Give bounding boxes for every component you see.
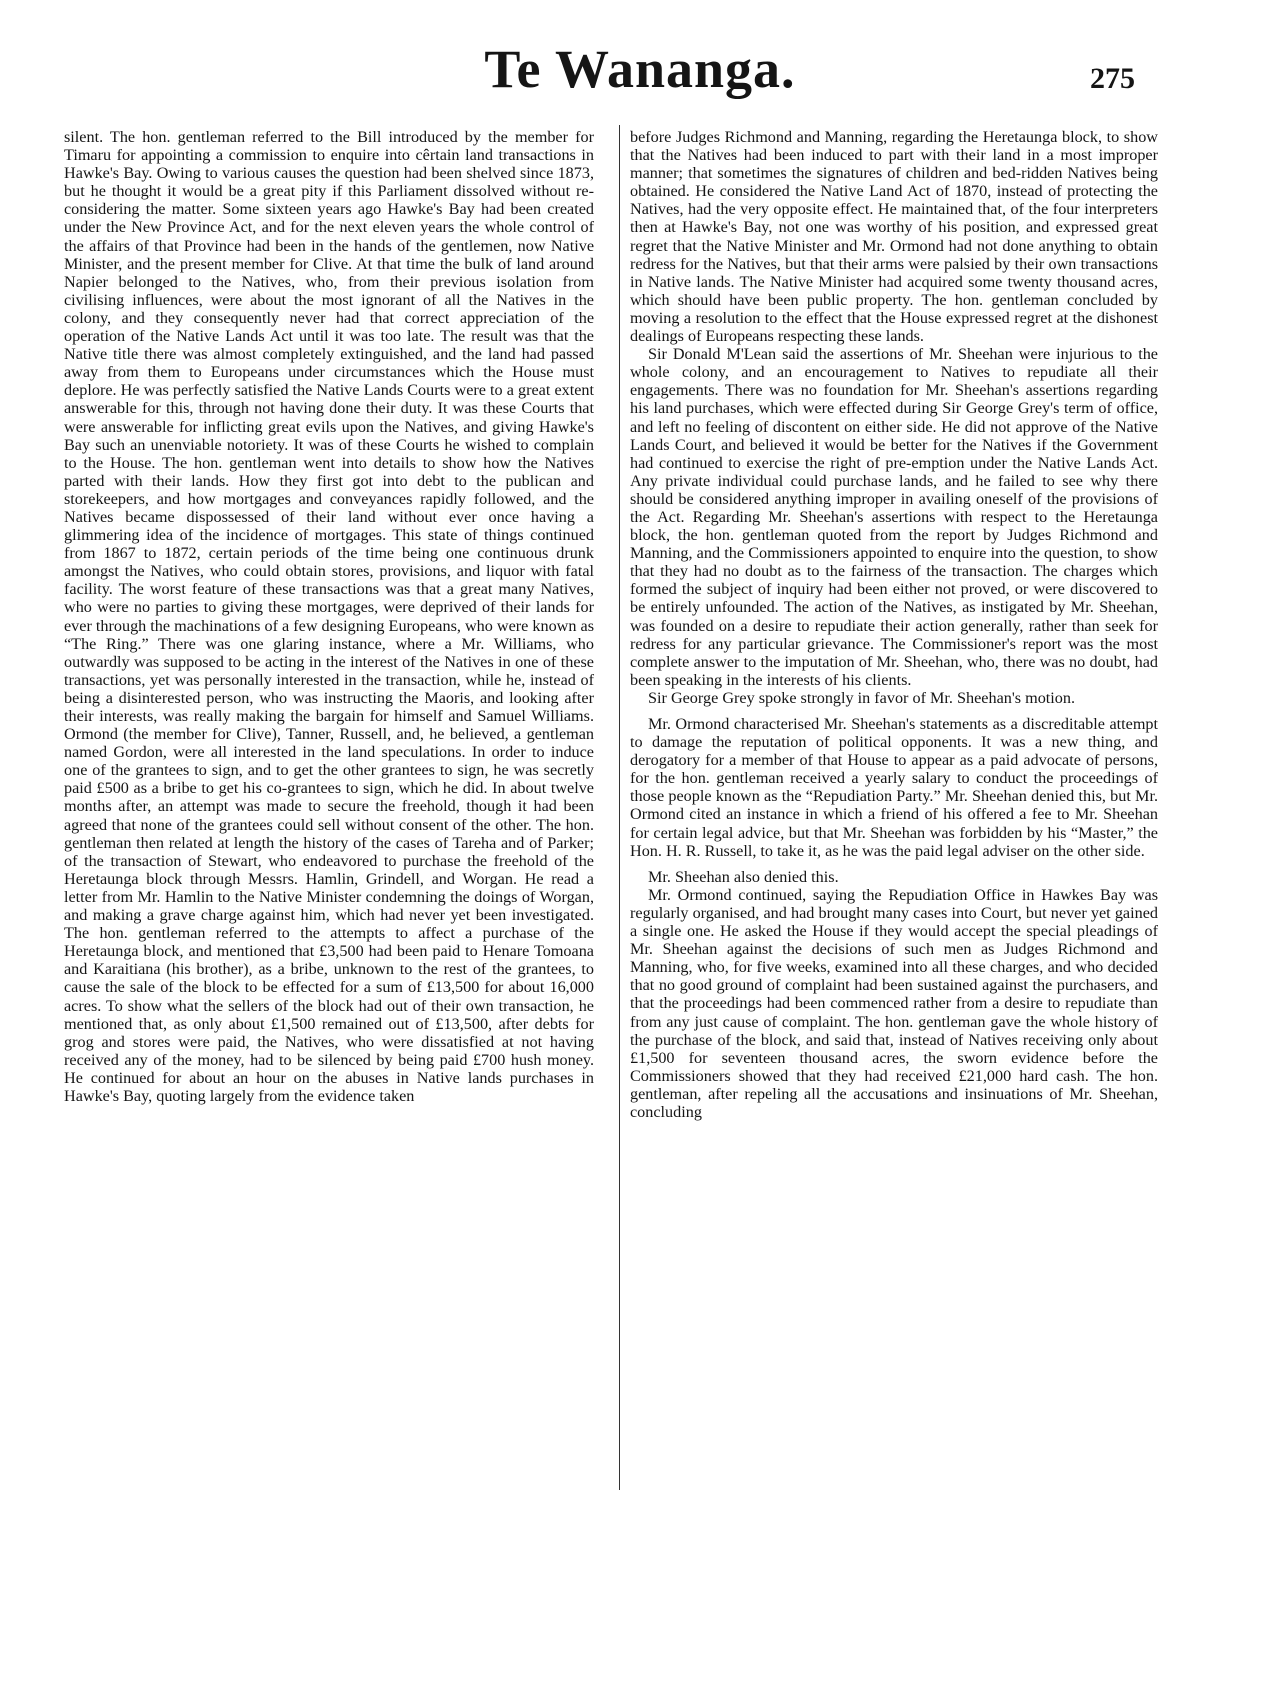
article-paragraph: Sir Donald M'Lean said the assertions of Mr. Sheehan were injurious to the whole colony, and an encouragement to Natives to repudiate all their engagements. There was no foundation for Mr. Sheehan's assertions regarding his land purchases, which were effected during Sir George Grey's term of office, and left no feeling of discontent on either side. He did not approve of the Native Lands Court, and believed it would be better for the Natives if the Government had continued to exercise the right of pre-emption under the Native Lands Act. Any private individual could purchase lands, and he failed to see why there should be considered anything improper in availing oneself of the provisions of the Act. Regarding Mr. Sheehan's assertions with respect to the Heretaunga block, the hon. gentleman quoted from the report by Judges Richmond and Manning, and the Commissioners appointed to enquire into the question, to show that they had no doubt as to the fairness of the transaction. The charges which formed the subject of inquiry had been either not proved, or were discovered to be entirely unfounded. The action of the Natives, as instigated by Mr. Sheehan, was founded on a desire to repudiate their action generally, rather than seek for redress for any particular grievance. The Commissioner's report was the most complete answer to the imputation of Mr. Sheehan, who, there was no doubt, had been speaking in the interests of his clients. xyxy=(630,345,1158,689)
column-divider xyxy=(619,125,620,1490)
article-paragraph: silent. The hon. gentleman referred to the Bill introduced by the member for Timaru for appointing a commission to enquire into cêrtain land transactions in Hawke's Bay. Owing to various causes the question had been shelved since 1873, but he thought it would be a great pity if this Parliament dissolved without re-considering the matter. Some sixteen years ago Hawke's Bay had been created under the New Province Act, and for the next eleven years the whole control of the affairs of that Province had been in the hands of the gentlemen, now Native Minister, and the present member for Clive. At that time the bulk of land around Napier belonged to the Natives, who, from their previous isolation from civilising influences, were about the most ignorant of all the Natives in the colony, and they consequently never had that correct appreciation of the operation of the Native Lands Act until it was too late. The result was that the Native title there was almost completely extinguished, and the land had passed away from them to Europeans under circumstances which the House must deplore. He was perfectly satisfied the Native Lands Courts were to a great extent answerable for this, through not having done their duty. It was these Courts that were answerable for inflicting great evils upon the Natives, and giving Hawke's Bay such an unenviable notoriety. It was of these Courts he wished to complain to the House. The hon. gentleman went into details to show how the Natives parted with their lands. How they first got into debt to the publican and storekeepers, and how mortgages and conveyances rapidly followed, and the Natives became dispossessed of their land without ever once having a glimmering idea of the incidence of mortgages. This state of things continued from 1867 to 1872, certain periods of the time being one continuous drunk amongst the Natives, who could obtain stores, provisions, and liquor with fatal facility. The worst feature of these transactions was that a great many Natives, who were no parties to giving these mortgages, were deprived of their lands for ever through the machinations of a few designing Europeans, who were known as “The Ring.” There was one glaring instance, where a Mr. Williams, who outwardly was supposed to be acting in the interest of the Natives in one of these transactions, yet was personally interested in the transaction, while he, instead of being a disinterested person, who was instructing the Maoris, and looking after their interests, was really making the bargain for himself and Samuel Williams. Ormond (the member for Clive), Tanner, Russell, and, he believed, a gentleman named Gordon, were all interested in the land speculations. In order to induce one of the grantees to sign, and to get the other grantees to sign, he was secretly paid £500 as a bribe to get his co-grantees to sign, which he did. In about twelve months after, an attempt was made to secure the freehold, though it had been agreed that none of the grantees could sell without consent of the other. The hon. gentleman then related at length the history of the cases of Tareha and of Parker; of the transaction of Stewart, who endeavored to purchase the freehold of the Heretaunga block through Messrs. Hamlin, Grindell, and Worgan. He read a letter from Mr. Hamlin to the Native Minister condemning the doings of Worgan, and making a grave charge against him, which had never yet been investigated. The hon. gentleman referred to the attempts to affect a purchase of the Heretaunga block, and mentioned that £3,500 had been paid to Henare Tomoana and Karaitiana (his brother), as a bribe, unknown to the rest of the grantees, to cause the sale of the block to be effected for a sum of £13,500 for about 16,000 acres. To show what the sellers of the block had out of their own transaction, he mentioned that, as only about £1,500 remained out of £13,500, after debts for grog and stores were paid, the Natives, who were dissatisfied at not having received any of the money, had to be silenced by being paid £700 hush money. He continued for about an hour on the abuses in Native lands purchases in Hawke's Bay, quoting largely from the evidence taken xyxy=(64,128,594,1105)
right-column xyxy=(630,128,1158,1121)
article-paragraph: Mr. Sheehan also denied this. xyxy=(648,867,839,886)
article-paragraph: Mr. Ormond continued, saying the Repudiation Office in Hawkes Bay was regularly organised, and had brought many cases into Court, but never yet gained a single one. He asked the House if they would accept the special pleadings of Mr. Sheehan against the decisions of such men as Judges Richmond and Manning, who, for five weeks, examined into all these charges, and who decided that no good ground of complaint had been sustained against the purchasers, and that the proceedings had been commenced rather from a desire to repudiate than from any just cause of complaint. The hon. gentleman gave the whole history of the purchase of the block, and said that, instead of Natives receiving only about £1,500 for seventeen thousand acres, the sworn evidence before the Commissioners showed that they had received £21,000 hard cash. The hon. gentleman, after repeling all the accusations and insinuations of Mr. Sheehan, concluding xyxy=(630,885,1158,1121)
newspaper-title: Te Wananga. xyxy=(484,39,796,99)
article-paragraph: Mr. Ormond characterised Mr. Sheehan's statements as a discreditable attempt to damage the reputation of political opponents. It was a new thing, and derogatory for a member of that House to appear as a paid advocate of persons, for the hon. gentleman received a yearly salary to conduct the proceedings of those people known as the “Repudiation Party.” Mr. Sheehan denied this, but Mr. Ormond cited an instance in which a friend of his offered a fee to Mr. Sheehan for certain legal advice, but that Mr. Sheehan was forbidden by his “Master,” the Hon. H. R. Russell, to take it, as he was the paid legal adviser on the other side. xyxy=(630,715,1158,860)
page-number: 275 xyxy=(1090,62,1135,95)
article-paragraph: before Judges Richmond and Manning, regarding the Heretaunga block, to show that the Natives had been induced to part with their land in a most improper manner; that sometimes the signatures of children and bed-ridden Natives being obtained. He considered the Native Land Act of 1870, instead of protecting the Natives, had the very opposite effect. He maintained that, of the four interpreters then at Hawke's Bay, not one was worthy of his position, and expressed great regret that the Native Minister and Mr. Ormond had not done anything to obtain redress for the Natives, but that their arms were palsied by their own transactions in Native lands. The Native Minister had acquired some twenty thousand acres, which should have been public property. The hon. gentleman concluded by moving a resolution to the effect that the House expressed regret at the dishonest dealings of Europeans respecting these lands. xyxy=(630,128,1158,346)
article-paragraph: Sir George Grey spoke strongly in favor of Mr. Sheehan's motion. xyxy=(648,688,1076,707)
left-column xyxy=(64,128,594,1105)
